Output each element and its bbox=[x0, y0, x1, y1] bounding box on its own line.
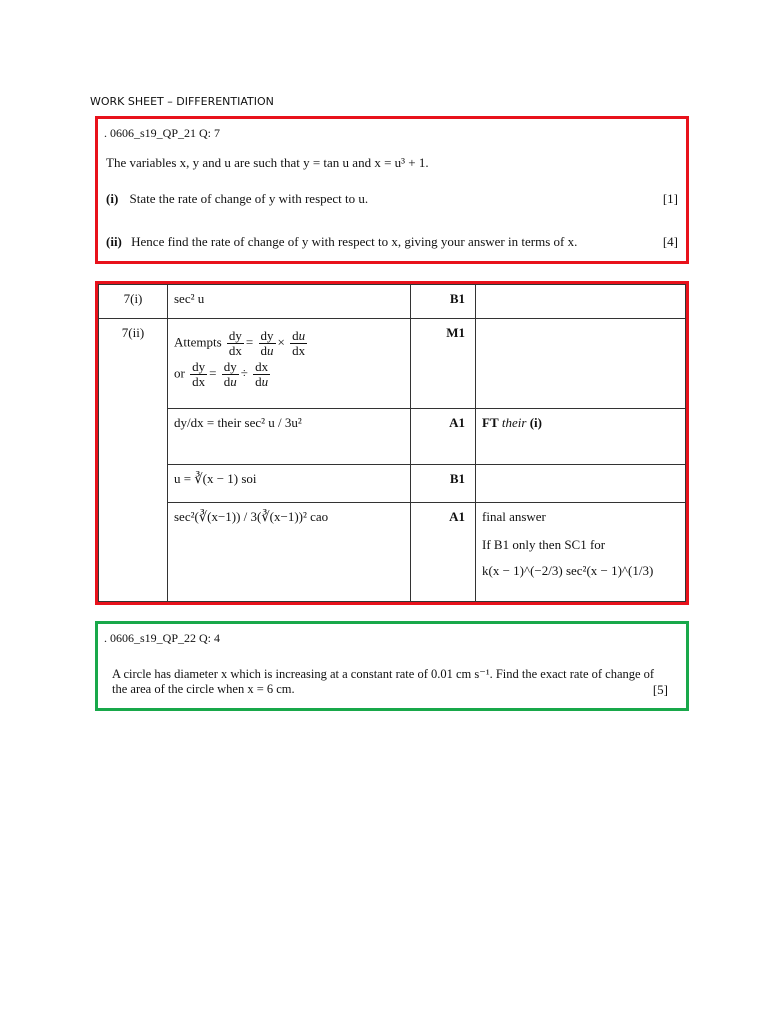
mark-cell: M1 bbox=[411, 319, 476, 409]
table-row bbox=[99, 409, 686, 465]
part-i-marks: [1] bbox=[662, 191, 678, 206]
mark-cell: B1 bbox=[411, 465, 476, 503]
mark-cell: A1 bbox=[411, 503, 476, 602]
fraction: $\frac{dy}{du}$ bbox=[260, 328, 274, 358]
answer-cell: dy/dx = their sec² u / 3u² bbox=[168, 409, 411, 465]
notes-cell bbox=[476, 465, 686, 503]
mark-cell: B1 bbox=[411, 285, 476, 319]
question-7-box bbox=[95, 116, 689, 264]
question-text-line: the area of the circle when x = 6 cm. bbox=[112, 682, 295, 696]
notes-ref: (i) bbox=[529, 415, 542, 430]
fraction: $\frac{dx}{du}$ bbox=[255, 359, 269, 389]
fraction: $\frac{dy}{du}$ bbox=[223, 359, 237, 389]
table-row bbox=[99, 319, 686, 409]
fraction: $\frac{dy}{dx}$ bbox=[192, 359, 206, 389]
mark-cell: A1 bbox=[411, 409, 476, 465]
notes-line: final answer bbox=[482, 509, 546, 524]
part-ii bbox=[106, 234, 577, 250]
mark-scheme-box bbox=[95, 281, 689, 605]
part-ii-text: Hence find the rate of change of y with respect to x, giving your answer in terms of x. bbox=[131, 234, 578, 249]
question-reference: . 0606_s19_QP_21 Q: 7 bbox=[104, 126, 221, 140]
table-row bbox=[99, 503, 686, 602]
part-i-text: State the rate of change of y with respect to u. bbox=[129, 191, 369, 206]
question-reference: . 0606_s19_QP_22 Q: 4 bbox=[104, 631, 221, 645]
answer-prefix: Attempts bbox=[174, 334, 222, 350]
notes-line: k(x − 1)^(−2/3) sec²(x − 1)^(1/3) bbox=[482, 563, 654, 578]
question-4-box bbox=[95, 621, 689, 711]
answer-cell: sec²(∛(x−1)) / 3(∛(x−1))² cao bbox=[168, 503, 411, 602]
notes-cell bbox=[476, 285, 686, 319]
table-row bbox=[99, 465, 686, 503]
part-ii-label: (ii) bbox=[106, 234, 122, 249]
table-row bbox=[99, 285, 686, 319]
part-i bbox=[106, 191, 368, 207]
part-i-label: (i) bbox=[106, 191, 119, 206]
fraction: $\frac{dy}{dx}$ bbox=[228, 328, 242, 358]
notes-line: If B1 only then SC1 for bbox=[482, 537, 606, 552]
notes-cell bbox=[476, 503, 686, 602]
question-marks: [5] bbox=[652, 682, 668, 697]
fraction: $\frac{du}{dx}$ bbox=[292, 328, 306, 358]
part-ii-marks: [4] bbox=[662, 234, 678, 249]
mark-scheme-table bbox=[98, 284, 686, 602]
question-cell: 7(i) bbox=[99, 285, 168, 319]
notes-cell bbox=[476, 319, 686, 409]
notes-cell bbox=[476, 409, 686, 465]
question-intro: The variables x, y and u are such that y = tan u and x = u³ + 1. bbox=[106, 155, 429, 170]
answer-cell: sec² u bbox=[168, 285, 411, 319]
page-title: WORK SHEET – DIFFERENTIATION bbox=[90, 95, 274, 108]
answer-or: or bbox=[174, 365, 185, 381]
question-text-line: A circle has diameter x which is increasing at a constant rate of 0.01 cm s⁻¹. Find the exact rate of change of bbox=[112, 667, 655, 681]
answer-cell: u = ∛(x − 1) soi bbox=[168, 465, 411, 503]
answer-cell: Attempts $\frac{dy}{dx}$ = $\frac{dy}{du}$ × $\frac{du}{dx}$ or $\frac{dy}{dx}$ = $\frac{dy}{du}$ ÷ $\frac{dx}{du}$ bbox=[168, 319, 411, 409]
question-cell: 7(ii) bbox=[99, 319, 168, 602]
notes-ft: FT bbox=[482, 415, 499, 430]
notes-their: their bbox=[501, 415, 527, 430]
